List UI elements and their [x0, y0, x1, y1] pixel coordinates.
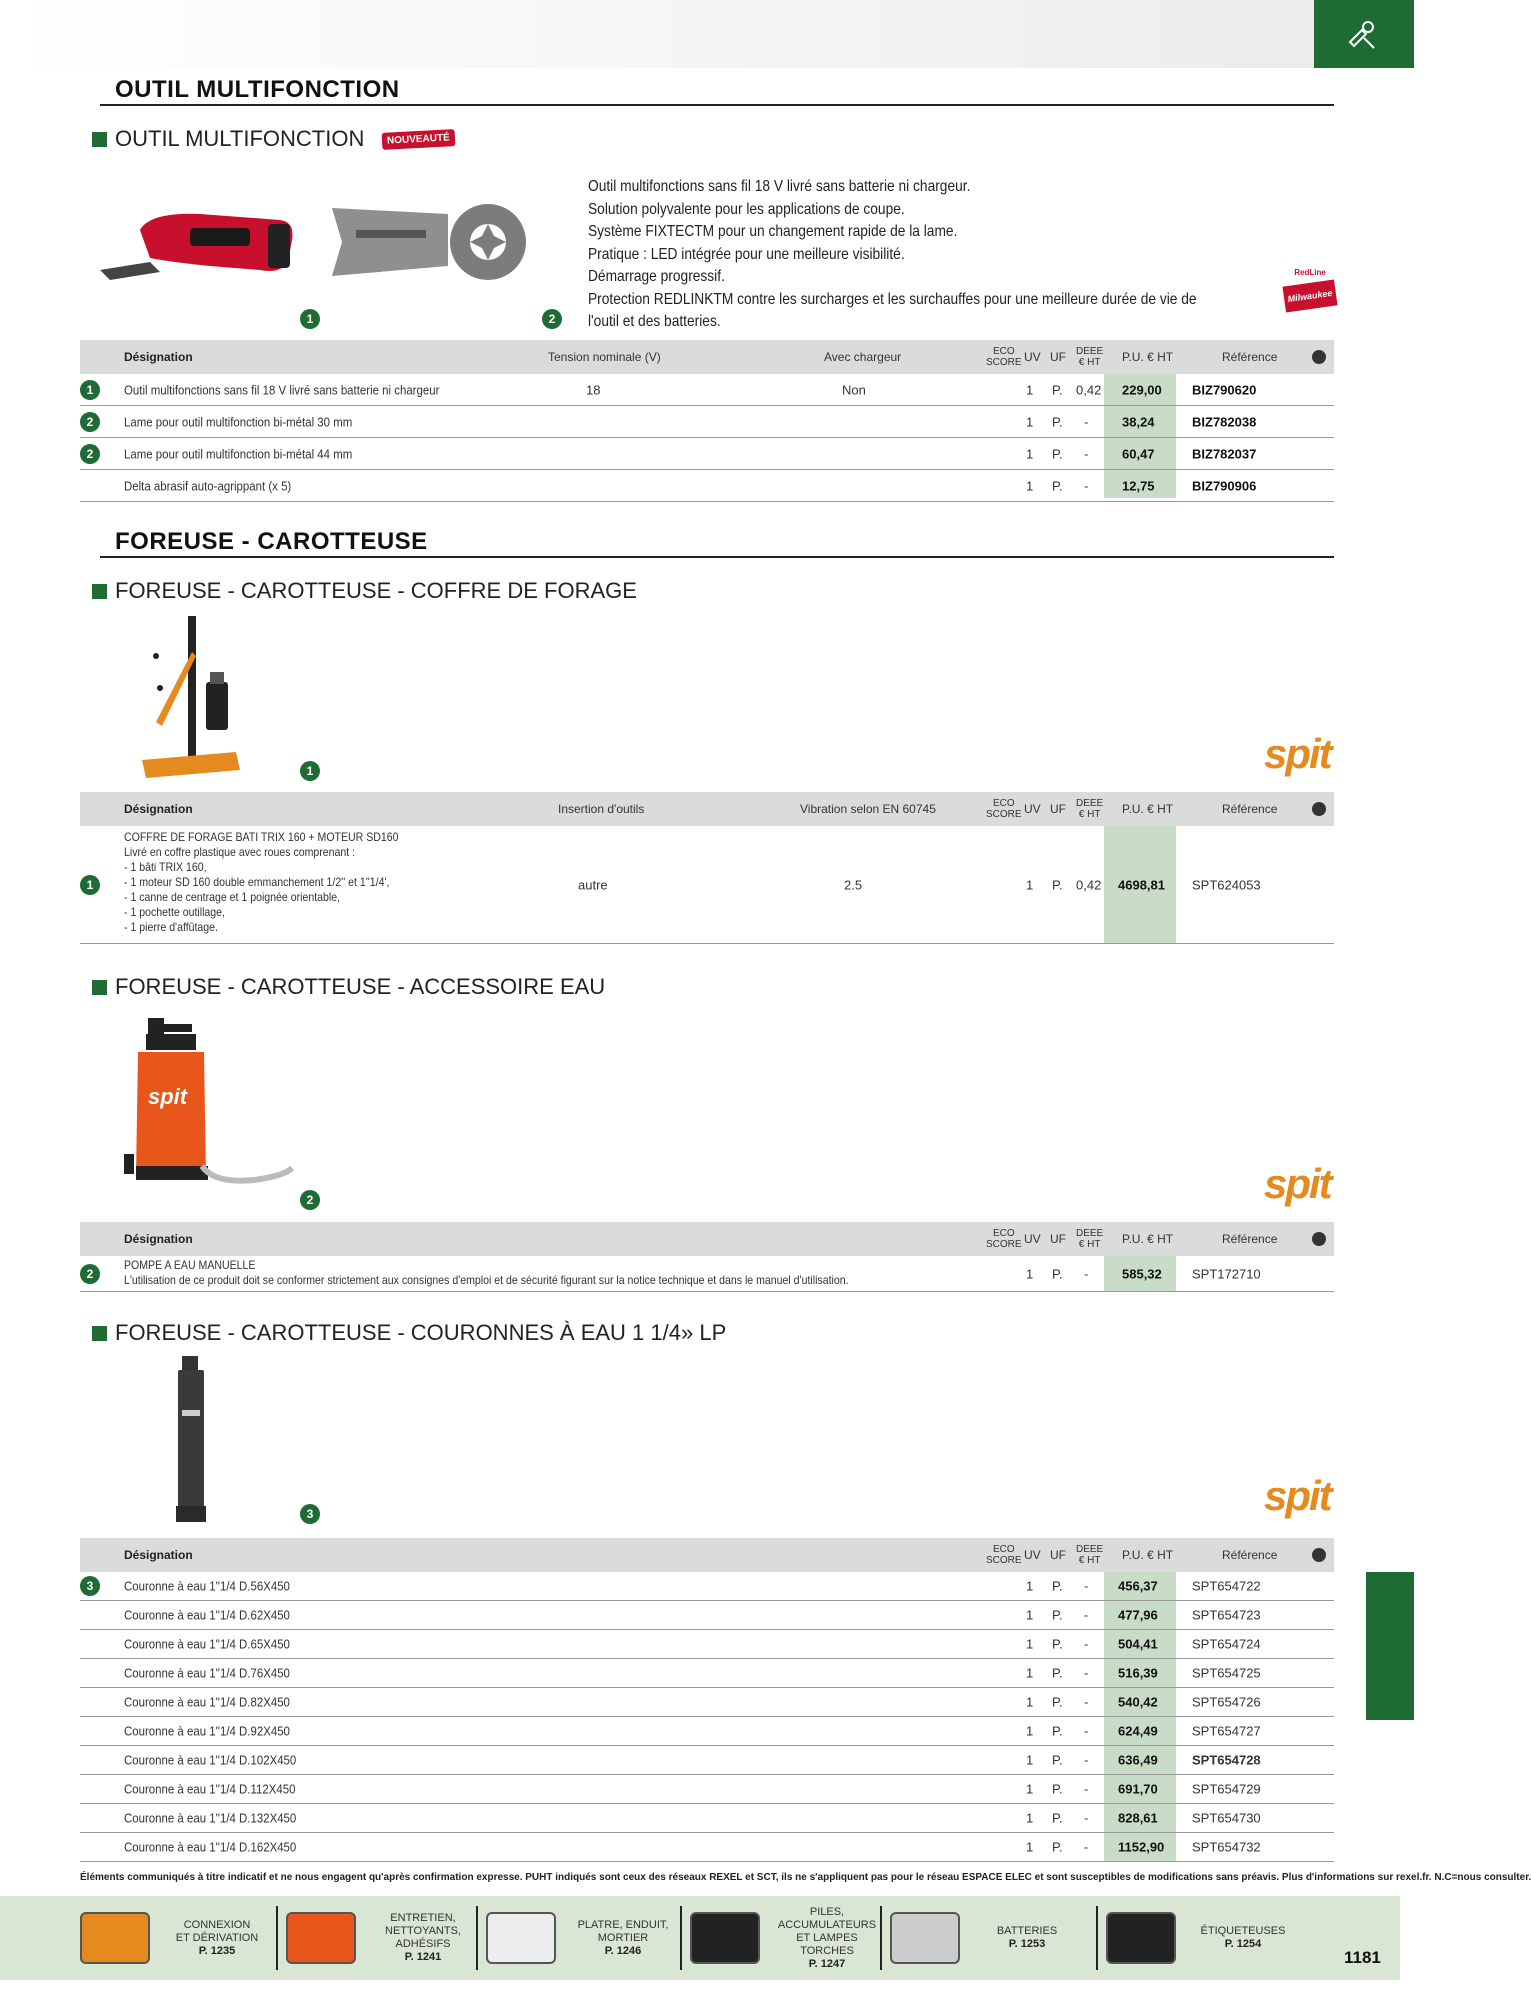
- category-label: ENTRETIEN,: [390, 1912, 456, 1924]
- cell-reference: BIZ790906: [1192, 478, 1257, 493]
- cell-uv: 1: [1026, 1810, 1034, 1826]
- description-line: Pratique : LED intégrée pour une meilleure visibilité.: [588, 245, 905, 263]
- cell-uv: 1: [1026, 414, 1034, 429]
- bullet-square-icon: [92, 980, 107, 995]
- header-pu: P.U. € HT: [1122, 1232, 1174, 1246]
- category-label: MORTIER: [597, 1931, 649, 1944]
- category-separator: [680, 1906, 682, 1970]
- new-badge: NOUVEAUTÉ: [382, 129, 456, 150]
- item-number-badge: 2: [542, 309, 562, 329]
- page-number: 1181: [1344, 1948, 1381, 1967]
- table-row[interactable]: [80, 1630, 1334, 1659]
- header-deee: DEEE € HT: [1076, 1544, 1104, 1566]
- spit-logo: spit: [1264, 1160, 1331, 1207]
- table-row[interactable]: [80, 374, 1334, 406]
- table-header: [80, 1538, 1334, 1572]
- description-line: Protection REDLINKTM contre les surcharges et les surchauffes pour une meilleure durée de vie de: [588, 290, 1197, 308]
- cell-deee: -: [1084, 478, 1089, 493]
- designation-line: COFFRE DE FORAGE BATI TRIX 160 + MOTEUR SD160: [124, 830, 399, 844]
- header-deee: DEEE € HT: [1076, 346, 1104, 368]
- category-separator: [1096, 1906, 1098, 1970]
- header-vibration: Vibration selon EN 60745: [800, 802, 936, 816]
- header-insertion: Insertion d'outils: [558, 802, 645, 816]
- recycle-icon: [1312, 1548, 1326, 1562]
- table-row[interactable]: [80, 1746, 1334, 1775]
- cell-deee: -: [1084, 1781, 1089, 1797]
- cell-price: 4698,81: [1118, 877, 1165, 892]
- cell-price: 540,42: [1118, 1694, 1158, 1710]
- cell-uf: P.: [1052, 1752, 1063, 1768]
- cell-uv: 1: [1026, 1723, 1034, 1739]
- subsection-label: FOREUSE - CAROTTEUSE - COURONNES À EAU 1 1/4» LP: [115, 1320, 727, 1345]
- subsection-title: [92, 578, 637, 604]
- cell-uf: P.: [1052, 1810, 1063, 1826]
- subsection-label: FOREUSE - CAROTTEUSE - COFFRE DE FORAGE: [115, 578, 637, 603]
- cell-uf: P.: [1052, 1665, 1063, 1681]
- table-row[interactable]: [80, 470, 1334, 502]
- category-label: BATTERIES: [996, 1925, 1058, 1937]
- header-deee: DEEE € HT: [1076, 1228, 1104, 1250]
- header-uv: UV: [1024, 1548, 1041, 1562]
- header-deee: DEEE € HT: [1076, 798, 1104, 820]
- description-line: Démarrage progressif.: [588, 268, 725, 285]
- cell-reference: SPT654725: [1192, 1665, 1261, 1681]
- category-link[interactable]: [286, 1896, 478, 1980]
- header-eco-score: ECO SCORE: [986, 1228, 1022, 1250]
- table-header: [80, 792, 1334, 826]
- cell-deee: -: [1084, 1578, 1089, 1594]
- row-designation: [124, 1258, 849, 1288]
- category-label: ÉTIQUETEUSES: [1200, 1925, 1286, 1937]
- header-uf: UF: [1050, 1548, 1066, 1562]
- table-row[interactable]: [80, 1833, 1334, 1862]
- header-uf: UF: [1050, 350, 1066, 364]
- category-link[interactable]: [1106, 1896, 1298, 1980]
- cell-price: 585,32: [1122, 1266, 1162, 1281]
- cell-price: 12,75: [1122, 478, 1155, 493]
- header-uv: UV: [1024, 1232, 1041, 1246]
- spit-logo: spit: [1264, 730, 1331, 777]
- item-number-badge: 1: [80, 875, 100, 895]
- category-label: PLATRE, ENDUIT,: [577, 1918, 669, 1931]
- cell-designation: Couronne à eau 1''1/4 D.65X450: [124, 1636, 290, 1652]
- description-line: Système FIXTECTM pour un changement rapide de la lame.: [588, 223, 958, 240]
- table-row[interactable]: [80, 1804, 1334, 1833]
- cell-uf: P.: [1052, 1636, 1063, 1652]
- category-page: P. 1241: [404, 1951, 442, 1963]
- legal-footnote: Éléments communiqués à titre indicatif et ne nous engagent qu'après confirmation expresse. PUHT indiqués sont ceux des réseaux REXEL et SCT, ils ne s'appliquent pas pour le réseau ESPACE ELEC et sont susceptibles de modifications sans préavis. Plus d'informations sur rexel.fr. N.C=nous consulter.: [80, 1872, 1531, 1883]
- cell-reference: SPT654729: [1192, 1781, 1261, 1797]
- cell-deee: -: [1084, 446, 1089, 461]
- product-table: [80, 792, 1334, 944]
- table-row[interactable]: [80, 406, 1334, 438]
- recycle-icon: [1312, 802, 1326, 816]
- product-table: [80, 1222, 1334, 1292]
- cell-uv: 1: [1026, 382, 1034, 397]
- cell-reference: SPT654724: [1192, 1636, 1261, 1652]
- category-link[interactable]: [890, 1896, 1082, 1980]
- cell-designation: Couronne à eau 1''1/4 D.132X450: [124, 1810, 297, 1826]
- category-page: P. 1247: [808, 1957, 846, 1970]
- flashlight-icon: [690, 1912, 760, 1964]
- item-number-badge: 3: [80, 1576, 100, 1596]
- category-label: PILES, ACCUMULATEURS: [777, 1905, 877, 1931]
- header-reference: Référence: [1222, 802, 1278, 816]
- cell-tension: 18: [586, 382, 601, 397]
- header-pu: P.U. € HT: [1122, 350, 1174, 364]
- section-rule: [100, 104, 1334, 106]
- item-number-badge: 2: [80, 444, 100, 464]
- designation-line: POMPE A EAU MANUELLE: [124, 1258, 256, 1272]
- cell-uf: P.: [1052, 1694, 1063, 1710]
- subsection-title: [92, 974, 605, 1000]
- header-designation: Désignation: [124, 802, 193, 816]
- header-reference: Référence: [1222, 1548, 1278, 1562]
- header-reference: Référence: [1222, 350, 1278, 364]
- header-designation: Désignation: [124, 350, 193, 364]
- description-line: Outil multifonctions sans fil 18 V livré sans batterie ni chargeur.: [588, 178, 971, 195]
- multitool-image: [90, 200, 300, 290]
- header-eco-score: ECO SCORE: [986, 346, 1022, 368]
- cell-uf: P.: [1052, 1578, 1063, 1594]
- item-number-badge: 1: [300, 309, 320, 329]
- cell-price: 456,37: [1118, 1578, 1158, 1594]
- header-designation: Désignation: [124, 1548, 193, 1562]
- cell-price: 1152,90: [1118, 1839, 1165, 1855]
- header-chargeur: Avec chargeur: [824, 350, 902, 364]
- cell-uf: P.: [1052, 1266, 1063, 1281]
- category-label: NETTOYANTS,: [385, 1925, 461, 1937]
- designation-line: - 1 bâti TRIX 160,: [124, 860, 207, 874]
- battery-icon: [890, 1912, 960, 1964]
- cell-reference: SPT654730: [1192, 1810, 1261, 1826]
- section-title: FOREUSE - CAROTTEUSE: [115, 528, 428, 555]
- cell-price: 60,47: [1122, 446, 1155, 461]
- header-uf: UF: [1050, 802, 1066, 816]
- category-link[interactable]: [690, 1896, 882, 1980]
- cell-uv: 1: [1026, 1636, 1034, 1652]
- cell-uv: 1: [1026, 1839, 1034, 1855]
- cell-deee: -: [1084, 1694, 1089, 1710]
- product-description: [588, 176, 1197, 334]
- core-bit-image: [170, 1356, 220, 1526]
- bucket-icon: [486, 1912, 556, 1964]
- table-row[interactable]: [80, 1601, 1334, 1630]
- cell-chargeur: Non: [842, 382, 866, 397]
- section-rule: [100, 556, 1334, 558]
- bullet-square-icon: [92, 584, 107, 599]
- section-title: OUTIL MULTIFONCTION: [115, 76, 400, 103]
- category-page: P. 1246: [604, 1944, 642, 1957]
- cell-uv: 1: [1026, 1752, 1034, 1768]
- header-pu: P.U. € HT: [1122, 802, 1174, 816]
- milwaukee-logo-text: Milwaukee: [1282, 280, 1337, 313]
- recycle-icon: [1312, 1232, 1326, 1246]
- header-reference: Référence: [1222, 1232, 1278, 1246]
- cell-deee: -: [1084, 1723, 1089, 1739]
- category-link[interactable]: [486, 1896, 678, 1980]
- cell-designation: Lame pour outil multifonction bi-métal 30 mm: [124, 414, 353, 429]
- cell-deee: -: [1084, 1810, 1089, 1826]
- cell-designation: Lame pour outil multifonction bi-métal 44 mm: [124, 446, 353, 461]
- redline-logo-text: RedLine: [1294, 268, 1326, 277]
- cell-price: 229,00: [1122, 382, 1162, 397]
- connector-icon: [80, 1912, 150, 1964]
- item-number-badge: 2: [80, 1264, 100, 1284]
- cell-reference: SPT654726: [1192, 1694, 1261, 1710]
- cell-reference: SPT654732: [1192, 1839, 1261, 1855]
- item-number-badge: 1: [80, 380, 100, 400]
- cell-uv: 1: [1026, 1665, 1034, 1681]
- cell-reference: SPT624053: [1192, 877, 1261, 892]
- cell-deee: -: [1084, 1839, 1089, 1855]
- related-categories-bar: [0, 1896, 1400, 1980]
- category-tab[interactable]: [1314, 0, 1414, 68]
- cell-deee: -: [1084, 1266, 1089, 1281]
- cell-uf: P.: [1052, 1781, 1063, 1797]
- cell-uv: 1: [1026, 1694, 1034, 1710]
- cell-uf: P.: [1052, 478, 1063, 493]
- table-row[interactable]: [80, 1659, 1334, 1688]
- designation-line: - 1 pierre d'affûtage.: [124, 920, 218, 934]
- header-eco-score: ECO SCORE: [986, 1544, 1022, 1566]
- table-row[interactable]: [80, 1775, 1334, 1804]
- label-printer-icon: [1106, 1912, 1176, 1964]
- subsection-label: OUTIL MULTIFONCTION: [115, 126, 365, 151]
- cell-vibration: 2.5: [844, 877, 863, 892]
- cell-deee: 0,42: [1076, 877, 1102, 892]
- cell-designation: Delta abrasif auto-agrippant (x 5): [124, 478, 292, 493]
- category-label: ET DÉRIVATION: [175, 1931, 259, 1944]
- designation-line: Livré en coffre plastique avec roues comprenant :: [124, 845, 356, 859]
- category-label: CONNEXION: [183, 1918, 251, 1931]
- category-separator: [880, 1906, 882, 1970]
- cell-reference: SPT654727: [1192, 1723, 1261, 1739]
- product-table: [80, 1538, 1334, 1862]
- cell-designation: Couronne à eau 1''1/4 D.112X450: [124, 1781, 296, 1797]
- table-row[interactable]: [80, 1688, 1334, 1717]
- category-page: P. 1253: [1008, 1938, 1046, 1950]
- cell-deee: -: [1084, 414, 1089, 429]
- category-separator: [476, 1906, 478, 1970]
- category-link[interactable]: [80, 1896, 272, 1980]
- cell-uf: P.: [1052, 414, 1063, 429]
- bullet-square-icon: [92, 132, 107, 147]
- table-header: [80, 1222, 1334, 1256]
- cell-uv: 1: [1026, 478, 1034, 493]
- table-row[interactable]: [80, 826, 1334, 944]
- cell-price: 636,49: [1118, 1752, 1158, 1768]
- cell-designation: Couronne à eau 1''1/4 D.102X450: [124, 1752, 297, 1768]
- designation-line: - 1 pochette outillage,: [124, 905, 225, 919]
- recycle-icon: [1312, 350, 1326, 364]
- cell-uf: P.: [1052, 1607, 1063, 1623]
- cell-reference: BIZ782038: [1192, 414, 1257, 429]
- header-uv: UV: [1024, 350, 1041, 364]
- core-drill-rig-image: [136, 612, 256, 782]
- cell-reference: SPT654723: [1192, 1607, 1261, 1623]
- subsection-title: [92, 126, 455, 152]
- category-page: P. 1254: [1224, 1938, 1262, 1950]
- category-page: P. 1235: [198, 1944, 236, 1957]
- cell-deee: -: [1084, 1607, 1089, 1623]
- tape-icon: [286, 1912, 356, 1964]
- cell-designation: Outil multifonctions sans fil 18 V livré sans batterie ni chargeur: [124, 382, 440, 397]
- cell-reference: SPT654722: [1192, 1578, 1261, 1594]
- cell-deee: 0,42: [1076, 382, 1102, 397]
- table-row[interactable]: [80, 1717, 1334, 1746]
- cell-price: 624,49: [1118, 1723, 1158, 1739]
- cell-uf: P.: [1052, 1839, 1063, 1855]
- table-row[interactable]: [80, 1256, 1334, 1292]
- subsection-label: FOREUSE - CAROTTEUSE - ACCESSOIRE EAU: [115, 974, 606, 999]
- cell-uf: P.: [1052, 1723, 1063, 1739]
- cell-deee: -: [1084, 1636, 1089, 1652]
- cell-insertion: autre: [578, 877, 608, 892]
- cell-price: 516,39: [1118, 1665, 1158, 1681]
- designation-line: L'utilisation de ce produit doit se conformer strictement aux consignes d'emploi et de sécurité figurant sur la notice technique et dans le manuel d'utilisation.: [124, 1273, 849, 1287]
- category-label: ET LAMPES TORCHES: [796, 1931, 858, 1957]
- cell-price: 691,70: [1118, 1781, 1158, 1797]
- cell-reference: BIZ782037: [1192, 446, 1257, 461]
- cell-deee: -: [1084, 1665, 1089, 1681]
- cell-uv: 1: [1026, 1607, 1034, 1623]
- category-label: ADHÉSIFS: [395, 1938, 451, 1950]
- cell-uv: 1: [1026, 1266, 1034, 1281]
- cell-reference: SPT654728: [1192, 1752, 1261, 1768]
- header-uv: UV: [1024, 802, 1041, 816]
- header-designation: Désignation: [124, 1232, 193, 1246]
- item-number-badge: 2: [80, 412, 100, 432]
- item-number-badge: 1: [300, 761, 320, 781]
- category-separator: [276, 1906, 278, 1970]
- tools-icon: [1344, 16, 1380, 52]
- cell-deee: -: [1084, 1752, 1089, 1768]
- blade-image: [328, 196, 548, 296]
- subsection-title: [92, 1320, 726, 1346]
- cell-designation: Couronne à eau 1''1/4 D.56X450: [124, 1578, 290, 1594]
- cell-price: 504,41: [1118, 1636, 1158, 1652]
- cell-uv: 1: [1026, 877, 1034, 892]
- milwaukee-logo: [1284, 268, 1336, 324]
- cell-uf: P.: [1052, 446, 1063, 461]
- table-row[interactable]: [80, 438, 1334, 470]
- cell-designation: Couronne à eau 1''1/4 D.82X450: [124, 1694, 290, 1710]
- cell-reference: SPT172710: [1192, 1266, 1261, 1281]
- cell-uv: 1: [1026, 446, 1034, 461]
- cell-designation: Couronne à eau 1''1/4 D.162X450: [124, 1839, 297, 1855]
- cell-uf: P.: [1052, 877, 1063, 892]
- cell-uf: P.: [1052, 382, 1063, 397]
- pump-logo-text: spit: [148, 1084, 188, 1109]
- cell-uv: 1: [1026, 1578, 1034, 1594]
- header-pu: P.U. € HT: [1122, 1548, 1174, 1562]
- cell-designation: Couronne à eau 1''1/4 D.92X450: [124, 1723, 290, 1739]
- water-pump-image: [124, 1016, 294, 1196]
- bullet-square-icon: [92, 1326, 107, 1341]
- header-eco-score: ECO SCORE: [986, 798, 1022, 820]
- header-tension: Tension nominale (V): [548, 350, 661, 364]
- designation-line: - 1 canne de centrage et 1 poignée orientable,: [124, 890, 341, 904]
- cell-designation: Couronne à eau 1''1/4 D.76X450: [124, 1665, 290, 1681]
- cell-price: 477,96: [1118, 1607, 1158, 1623]
- cell-price: 828,61: [1118, 1810, 1158, 1826]
- side-chapter-tab[interactable]: [1366, 1572, 1414, 1720]
- cell-uv: 1: [1026, 1781, 1034, 1797]
- product-table: [80, 340, 1334, 502]
- header-uf: UF: [1050, 1232, 1066, 1246]
- cell-designation: Couronne à eau 1''1/4 D.62X450: [124, 1607, 290, 1623]
- designation-line: - 1 moteur SD 160 double emmanchement 1/2'' et 1''1/4',: [124, 875, 390, 889]
- item-number-badge: 2: [300, 1190, 320, 1210]
- item-number-badge: 3: [300, 1504, 320, 1524]
- cell-reference: BIZ790620: [1192, 382, 1257, 397]
- description-line: Solution polyvalente pour les applications de coupe.: [588, 200, 905, 218]
- cell-price: 38,24: [1122, 414, 1155, 429]
- description-line: l'outil et des batteries.: [588, 313, 721, 330]
- spit-logo: spit: [1264, 1472, 1331, 1519]
- table-header: [80, 340, 1334, 374]
- top-band: [0, 0, 1414, 68]
- table-row[interactable]: [80, 1572, 1334, 1601]
- row-designation: [124, 830, 399, 935]
